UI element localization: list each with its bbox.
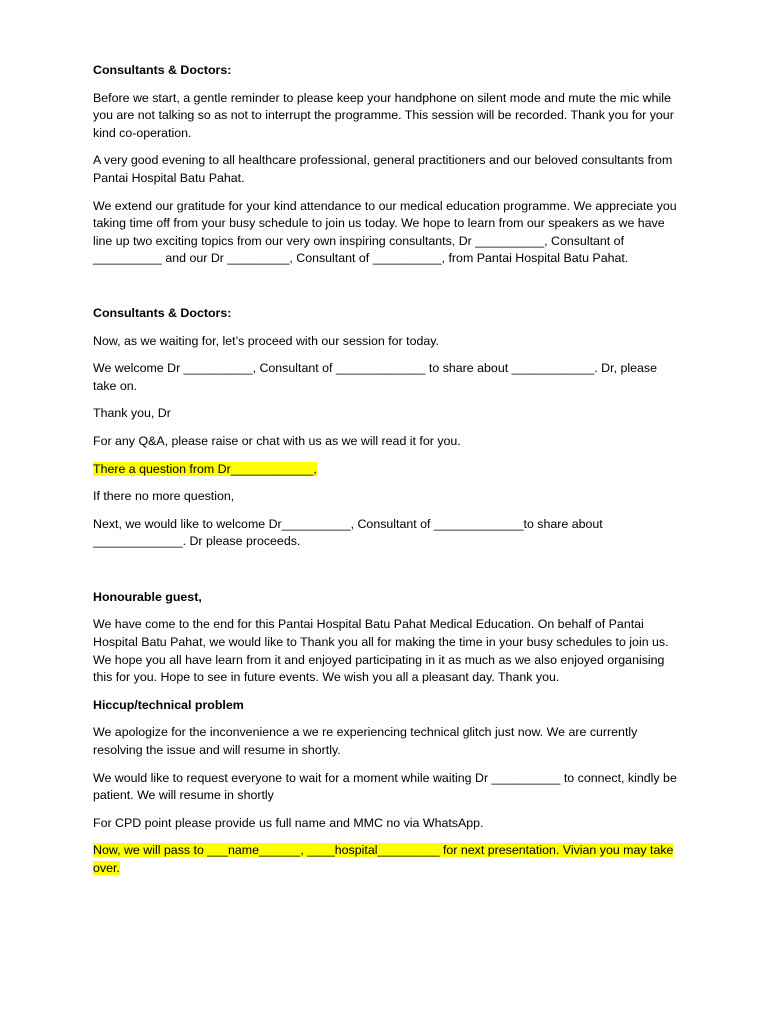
welcome-speaker-paragraph: We welcome Dr __________, Consultant of _____________ to share about ____________. Dr, please take on. (93, 361, 657, 393)
section-heading-honourable-guest: Honourable guest, (93, 589, 202, 604)
handover-paragraph (93, 842, 683, 877)
highlighted-question-text: There a question from Dr____________, (93, 461, 317, 476)
apology-paragraph: We apologize for the inconvenience a we re experiencing technical glitch just now. We are currently resolving the issue and will resume in shortly. (93, 725, 638, 758)
section-heading-consultants-doctors: Consultants & Doctors: (93, 63, 232, 77)
greeting-paragraph: A very good evening to all healthcare professional, general practitioners and our beloved consultants from Pantai Hospital Batu Pahat. (93, 153, 673, 185)
question-paragraph (93, 461, 683, 479)
wait-request-paragraph: We would like to request everyone to wait for a moment while waiting Dr __________ to connect, kindly be patient. We will resume in shortly (93, 770, 677, 803)
section-spacer-2 (93, 561, 683, 589)
document-page (93, 62, 683, 888)
no-more-question-paragraph: If there no more question, (93, 489, 235, 504)
gratitude-paragraph: We extend our gratitude for your kind attendance to our medical education programme. We appreciate you taking time off from your busy schedule to join us today. We hope to learn from our speakers as we have line up two exciting topics from our very own inspiring consultants, Dr __________, Consultant of __________ and our Dr _________, Consultant of __________, from Pantai Hospital Batu Pahat. (93, 198, 677, 266)
proceed-paragraph: Now, as we waiting for, let’s proceed with our session for today. (93, 333, 439, 348)
highlighted-handover-text: Now, we will pass to ___name______, ____hospital_________ for next presentation. Vivian you may take over. (93, 843, 674, 875)
section-spacer (93, 278, 683, 305)
thank-you-paragraph: Thank you, Dr (93, 406, 171, 421)
reminder-paragraph: Before we start, a gentle reminder to please keep your handphone on silent mode and mute the mic while you are not talking so as not to interrupt the programme. This session will be recorded. Thank you for your kind co-operation. (93, 90, 674, 140)
cpd-point-paragraph: For CPD point please provide us full name and MMC no via WhatsApp. (93, 815, 484, 830)
qa-paragraph: For any Q&A, please raise or chat with us as we will read it for you. (93, 433, 461, 448)
section-heading-technical-problem: Hiccup/technical problem (93, 697, 244, 712)
closing-paragraph: We have come to the end for this Pantai Hospital Batu Pahat Medical Education. On behalf of Pantai Hospital Batu Pahat, we would like to Thank you all for making the time in your busy schedules to join us. We hope you all have learn from it and enjoyed participating in it as much as we also enjoyed organising this for you. Hope to see in future events. We wish you all a pleasant day. Thank you. (93, 617, 669, 685)
next-speaker-paragraph: Next, we would like to welcome Dr__________, Consultant of _____________to share about _____________. Dr please proceeds. (93, 516, 603, 549)
section-heading-consultants-doctors-2: Consultants & Doctors: (93, 305, 232, 320)
